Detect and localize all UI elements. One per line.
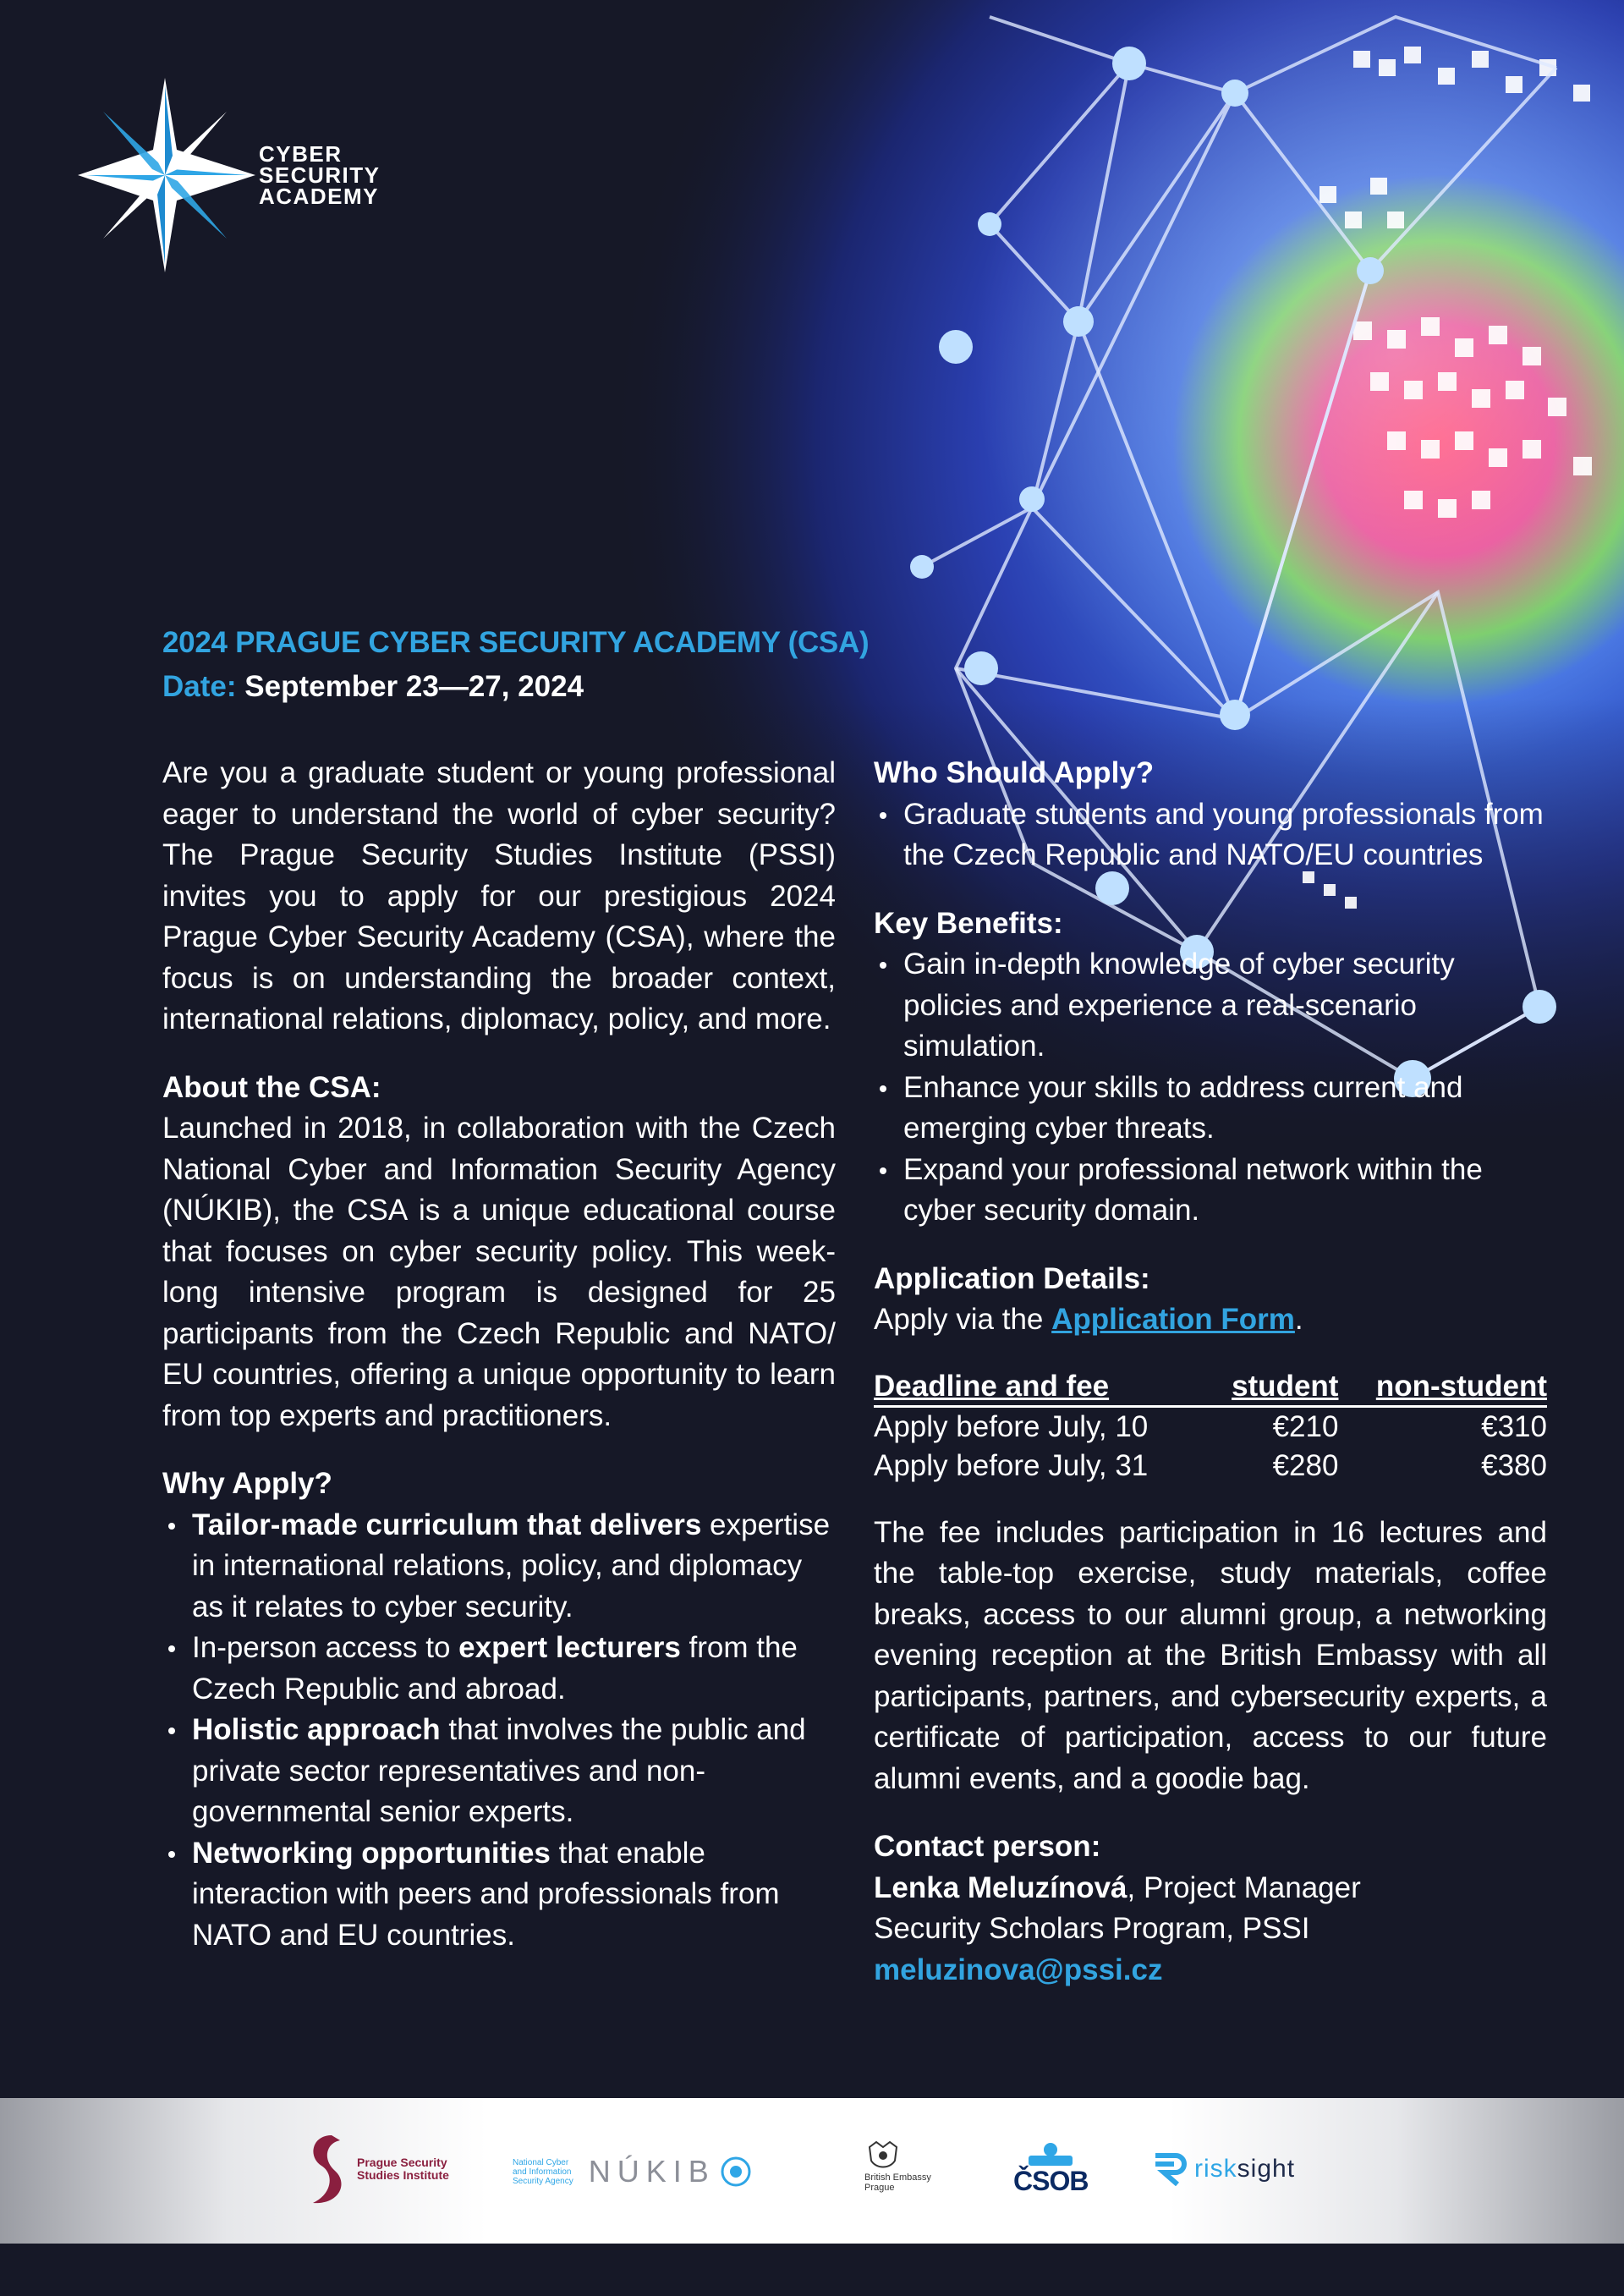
contact-name: Lenka Meluzínová: [874, 1870, 1127, 1904]
application-line: Apply via the Application Form.: [874, 1303, 1303, 1336]
list-item: Graduate students and young professionals from the Czech Republic and NATO/EU countries: [874, 794, 1547, 876]
non-student-column-header: non-student: [1375, 1369, 1547, 1403]
fee-table: [874, 1368, 1547, 1486]
application-form-link[interactable]: Application Form: [1051, 1303, 1295, 1336]
right-column: [874, 753, 1547, 1991]
contact-name-line: [874, 1868, 1547, 1909]
sponsor-footer: [0, 2098, 1624, 2244]
list-item: In-person access to expert lecturers from the Czech Republic and abroad.: [162, 1628, 836, 1710]
risksight-r-icon: [1152, 2152, 1189, 2186]
risksight-logo: risksight: [1152, 2152, 1295, 2186]
royal-crest-icon: [864, 2140, 902, 2172]
contact-email[interactable]: meluzinova@pssi.cz: [874, 1953, 1163, 1986]
why-apply-list: [162, 1505, 836, 1957]
why-apply-heading: Why Apply?: [162, 1467, 332, 1500]
table-row: Apply before July, 31 €280 €380: [874, 1448, 1547, 1482]
pssi-logo: Prague Security Studies Institute: [306, 2132, 449, 2206]
key-benefits-list: [874, 944, 1547, 1232]
who-should-apply-list: [874, 794, 1547, 876]
logo-wordmark: CYBER SECURITY ACADEMY: [259, 140, 381, 209]
list-item: Enhance your skills to address current and emerging cyber threats.: [874, 1068, 1547, 1150]
fee-note: The fee includes participation in 16 lectures and the table-top exercise, study materials, coffee breaks, access to our alumni group, a networking evening reception at the British Embassy with all participants, partners, and cybersecurity experts, a certificate of participation, access to our future alumni events, and a goodie bag.: [874, 1515, 1547, 1795]
list-item: Networking opportunities that enable interaction with peers and professionals from NATO and EU countries.: [162, 1833, 836, 1957]
key-benefits-heading: Key Benefits:: [874, 906, 1063, 940]
nukib-logo: National Cyber and Information Security Agency NÚKIB: [513, 2154, 751, 2189]
date-value: September 23—27, 2024: [244, 670, 584, 703]
pssi-icon: [306, 2132, 350, 2206]
list-item: Expand your professional network within the cyber security domain.: [874, 1150, 1547, 1232]
nukib-emblem-icon: [721, 2156, 751, 2187]
cyber-security-academy-logo: [78, 78, 380, 272]
intro-paragraph: Are you a graduate student or young professional eager to understand the world of cyber security? The Prague Security Studies Institute (PSSI) invites you to apply for our prestigious 2024 Prague Cyber Security Academy (CSA), where the focus is on understanding the broader context, international relations, diplomacy, policy, and more.: [162, 756, 836, 1035]
csob-figure-icon: [1025, 2142, 1076, 2167]
left-column: [162, 753, 836, 1956]
list-item: Holistic approach that involves the public and private sector representatives and non-governmental senior experts.: [162, 1710, 836, 1833]
list-item: Gain in-depth knowledge of cyber security policies and experience a real-scenario simulation.: [874, 944, 1547, 1068]
application-details-heading: Application Details:: [874, 1261, 1150, 1295]
about-paragraph: Launched in 2018, in collaboration with the Czech National Cyber and Information Security Agency (NÚKIB), the CSA is a unique educational course that focuses on cyber security policy. This week-long intensive program is designed for 25 participants from the Czech Republic and NATO/ EU countries, offering a unique opportunity to learn from top experts and practitioners.: [162, 1112, 836, 1432]
fee-table-header: [874, 1368, 1547, 1407]
page-title: 2024 PRAGUE CYBER SECURITY ACADEMY (CSA): [162, 626, 870, 659]
contact-org: Security Scholars Program, PSSI: [874, 1912, 1310, 1945]
compass-star-icon: [78, 78, 255, 272]
table-row: Apply before July, 10 €210 €310: [874, 1409, 1547, 1443]
date-label: Date:: [162, 670, 237, 703]
event-date: [162, 670, 584, 704]
csob-logo: ČSOB: [1013, 2142, 1088, 2194]
deadline-column-header: Deadline and fee: [874, 1369, 1110, 1403]
about-heading: About the CSA:: [162, 1070, 381, 1104]
student-column-header: student: [1232, 1369, 1339, 1403]
british-embassy-logo: British Embassy Prague: [864, 2140, 931, 2193]
list-item: Tailor-made curriculum that delivers expertise in international relations, policy, and diplomacy as it relates to cyber security.: [162, 1505, 836, 1629]
contact-role: , Project Manager: [1127, 1870, 1361, 1904]
who-should-apply-heading: Who Should Apply?: [874, 756, 1155, 789]
contact-heading: Contact person:: [874, 1830, 1101, 1863]
